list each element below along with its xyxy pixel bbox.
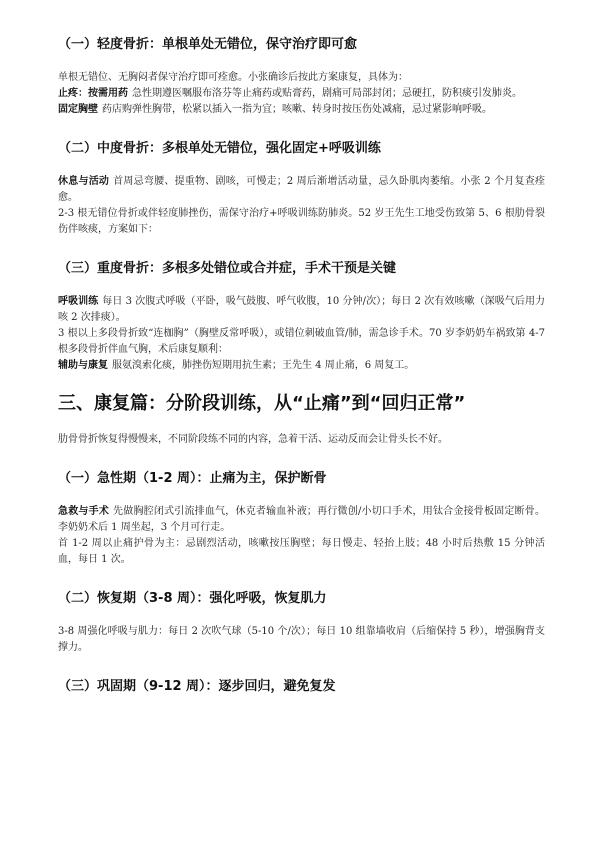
paragraph-text: 肋骨骨折恢复得慢慢来，不同阶段练不同的内容，急着干活、运动反而会让骨头长不好。 xyxy=(58,434,448,445)
paragraph-text: 2-3 根无错位骨折或伴轻度肺挫伤，需保守治疗+呼吸训练防肺炎。52 岁王先生工地受伤致第 5、6 根肋骨裂伤伴咳痰，方案如下： xyxy=(58,208,545,235)
paragraph-text: 首 1-2 周以止痛护骨为主：忌剧烈活动，咳嗽按压胸壁；每日慢走、轻抬上肢；48 小时后热敷 15 分钟活血，每日 1 次。 xyxy=(58,538,545,565)
body-paragraph xyxy=(58,326,545,358)
body-paragraph xyxy=(58,102,545,118)
paragraph-text: 3-8 周强化呼吸与肌力：每日 2 次吹气球（5-10 个/次）；每日 10 组靠墙收肩（后缩保持 5 秒），增强胸背支撑力。 xyxy=(58,626,545,653)
paragraph-term: 固定胸壁 xyxy=(58,104,98,115)
paragraph-term: 呼吸训练 xyxy=(58,296,99,307)
section-heading: 三、康复篇：分阶段训练，从“止痛”到“回归正常” xyxy=(58,393,466,414)
body-paragraph xyxy=(58,70,545,86)
body-paragraph xyxy=(58,624,545,656)
body-paragraph xyxy=(58,294,545,326)
document-content xyxy=(58,36,545,696)
subsection-heading: （一）急性期（1-2 周）：止痛为主，保护断骨 xyxy=(58,471,327,486)
body-paragraph xyxy=(58,432,545,448)
paragraph-text: 3 根以上多段骨折致“连枷胸”（胸壁反常呼吸），或错位刺破血管/肺，需急诊手术。70 岁李奶奶车祸致第 4-7 根多段骨折伴血气胸，术后康复顺利： xyxy=(58,328,545,355)
body-paragraph xyxy=(58,174,545,206)
subsection-heading: （二）恢复期（3-8 周）：强化呼吸，恢复肌力 xyxy=(58,591,327,606)
paragraph-text: 首周忌弯腰、提重物、剧咳，可慢走；2 周后渐增活动量，忌久卧肌肉萎缩。小张 2 个月复查痊愈。 xyxy=(58,176,545,203)
paragraph-text: 单根无错位、无胸闷者保守治疗即可痊愈。小张确诊后按此方案康复，具体为： xyxy=(58,72,408,83)
body-paragraph xyxy=(58,536,545,568)
body-paragraph xyxy=(58,206,545,238)
paragraph-text: 每日 3 次腹式呼吸（平卧，吸气鼓腹、呼气收腹，10 分钟/次）；每日 2 次有效咳嗽（深吸气后用力咳 2 次排痰）。 xyxy=(58,296,546,323)
subsection-heading: （一）轻度骨折：单根单处无错位，保守治疗即可愈 xyxy=(58,37,358,52)
subsection-heading: （二）中度骨折：多根单处无错位，强化固定+呼吸训练 xyxy=(58,141,381,156)
paragraph-text: 服氨溴索化痰，肺挫伤短期用抗生素；王先生 4 周止痛，6 周复工。 xyxy=(112,360,415,371)
paragraph-term: 急救与手术 xyxy=(58,506,110,517)
paragraph-term: 止疼：按需用药 xyxy=(58,88,128,99)
paragraph-text: 先做胸腔闭式引流排血气，休克者输血补液；再行微创/小切口手术，用钛合金接骨板固定断骨。李奶奶术后 1 周坐起，3 个月可行走。 xyxy=(58,506,546,533)
subsection-heading: （三）巩固期（9-12 周）：逐步回归，避免复发 xyxy=(58,679,336,694)
paragraph-term: 休息与活动 xyxy=(58,176,110,187)
body-paragraph xyxy=(58,504,545,536)
paragraph-text: 药店购弹性胸带，松紧以插入一指为宜；咳嗽、转身时按压伤处减痛，忌过紧影响呼吸。 xyxy=(102,104,492,115)
body-paragraph xyxy=(58,358,545,374)
body-paragraph xyxy=(58,86,545,102)
paragraph-term: 辅助与康复 xyxy=(58,360,108,371)
paragraph-text: 急性期遵医嘱服布洛芬等止痛药或贴膏药，剧痛可局部封闭；忌硬扛，防积痰引发肺炎。 xyxy=(132,88,522,99)
subsection-heading: （三）重度骨折：多根多处错位或合并症，手术干预是关键 xyxy=(58,261,397,276)
